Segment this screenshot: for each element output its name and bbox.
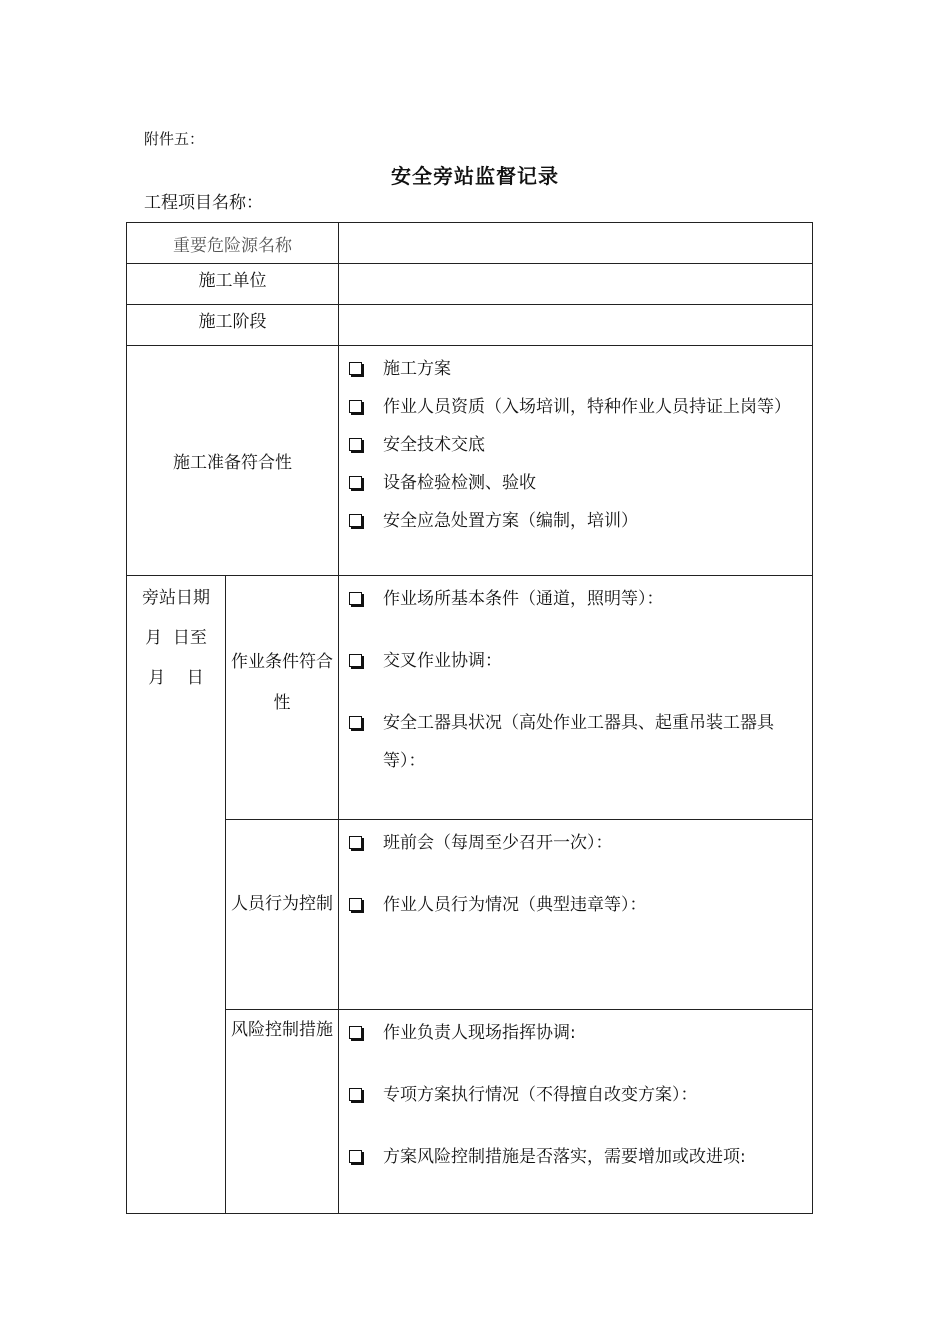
checkbox-icon[interactable] xyxy=(349,716,362,729)
supervision-date-cell[interactable] xyxy=(127,576,226,1214)
checklist-item[interactable]: 安全应急处置方案（编制，培训） xyxy=(349,502,802,540)
risk-control-label: 风险控制措施 xyxy=(226,1010,339,1214)
construction-unit-value[interactable] xyxy=(339,264,813,305)
date-line-3: 月 日 xyxy=(148,668,204,688)
checklist-item[interactable]: 作业负责人现场指挥协调: xyxy=(349,1014,802,1052)
checkbox-icon[interactable] xyxy=(349,654,362,667)
checklist-item[interactable]: 专项方案执行情况（不得擅自改变方案）： xyxy=(349,1076,802,1114)
checklist-item[interactable]: 交叉作业协调： xyxy=(349,642,802,680)
checklist-item[interactable]: 方案风险控制措施是否落实，需要增加或改进项: xyxy=(349,1138,802,1176)
checkbox-icon[interactable] xyxy=(349,1026,362,1039)
checkbox-icon[interactable] xyxy=(349,836,362,849)
checkbox-icon[interactable] xyxy=(349,1088,362,1101)
checklist-item[interactable]: 施工方案 xyxy=(349,350,802,388)
project-name-label: 工程项目名称： xyxy=(144,193,263,213)
checkbox-icon[interactable] xyxy=(349,400,362,413)
date-line-1: 旁站日期 xyxy=(142,588,210,608)
hazard-source-label: 重要危险源名称 xyxy=(127,223,339,264)
checklist-item[interactable]: 设备检验检测、验收 xyxy=(349,464,802,502)
personnel-behavior-checklist xyxy=(339,820,813,1010)
work-condition-label: 作业条件符合性 xyxy=(226,576,339,820)
hazard-source-value[interactable] xyxy=(339,223,813,264)
personnel-behavior-label: 人员行为控制 xyxy=(226,820,339,1010)
prep-compliance-label: 施工准备符合性 xyxy=(127,346,339,576)
checkbox-icon[interactable] xyxy=(349,514,362,527)
checkbox-icon[interactable] xyxy=(349,1150,362,1163)
prep-compliance-checklist xyxy=(339,346,813,576)
checkbox-icon[interactable] xyxy=(349,438,362,451)
checklist-item[interactable]: 班前会（每周至少召开一次）： xyxy=(349,824,802,862)
checkbox-icon[interactable] xyxy=(349,476,362,489)
document-title: 安全旁站监督记录 xyxy=(391,164,559,188)
construction-stage-value[interactable] xyxy=(339,305,813,346)
checklist-item[interactable]: 作业场所基本条件（通道，照明等）： xyxy=(349,580,802,618)
risk-control-checklist xyxy=(339,1010,813,1214)
construction-unit-label: 施工单位 xyxy=(127,264,339,305)
work-condition-checklist xyxy=(339,576,813,820)
checklist-item[interactable]: 作业人员资质（入场培训，特种作业人员持证上岗等） xyxy=(349,388,802,426)
attachment-label: 附件五： xyxy=(144,130,205,148)
supervision-record-table xyxy=(126,222,813,1214)
date-line-2: 月 日至 xyxy=(145,628,207,648)
checkbox-icon[interactable] xyxy=(349,592,362,605)
checklist-item[interactable]: 安全技术交底 xyxy=(349,426,802,464)
checkbox-icon[interactable] xyxy=(349,362,362,375)
checklist-item[interactable]: 作业人员行为情况（典型违章等）： xyxy=(349,886,802,924)
checkbox-icon[interactable] xyxy=(349,898,362,911)
construction-stage-label: 施工阶段 xyxy=(127,305,339,346)
checklist-item[interactable]: 安全工器具状况（高处作业工器具、起重吊装工器具等）： xyxy=(349,704,802,780)
